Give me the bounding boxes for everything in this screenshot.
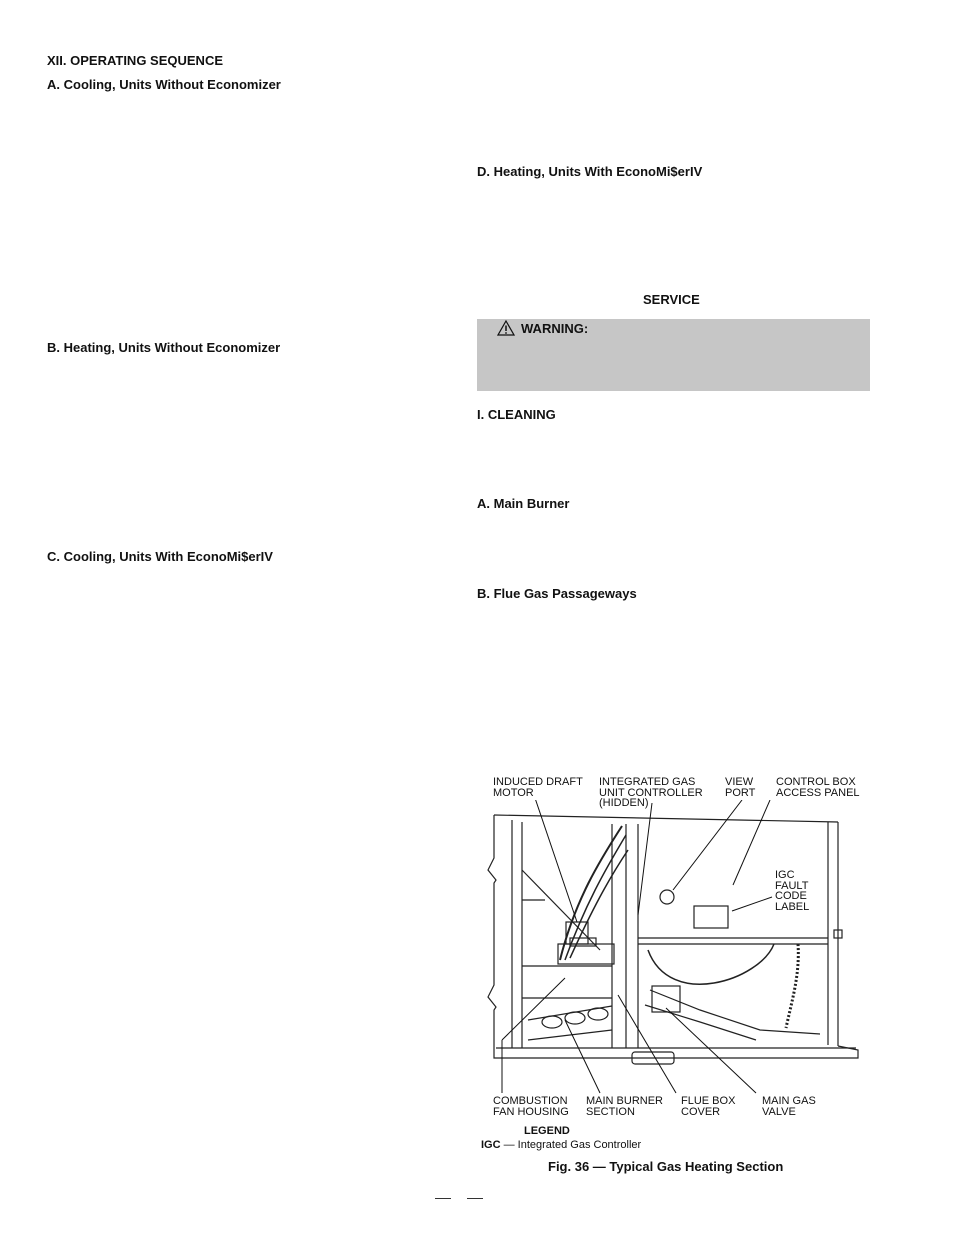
warning-box	[477, 319, 870, 391]
heading-heating-without-economizer: B. Heating, Units Without Economizer	[47, 340, 281, 355]
gas-heating-section-drawing	[480, 800, 880, 1100]
label-main-gas-valve: MAIN GAS VALVE	[762, 1095, 816, 1118]
heading-cleaning: I. CLEANING	[477, 407, 556, 422]
service-title: SERVICE	[643, 292, 700, 307]
heading-flue-gas-passageways: B. Flue Gas Passageways	[477, 586, 637, 601]
legend-abbr: IGC	[481, 1139, 501, 1151]
legend-title: LEGEND	[524, 1125, 570, 1137]
heading-cooling-with-economizer: C. Cooling, Units With EconoMi$erIV	[47, 549, 273, 564]
label-igc-fault-code: IGC FAULT CODE LABEL	[775, 869, 810, 913]
warning-heading	[497, 320, 588, 336]
label-igc-unit-controller: INTEGRATED GAS UNIT CONTROLLER (HIDDEN)	[599, 776, 703, 809]
label-induced-draft-motor: INDUCED DRAFT MOTOR	[493, 776, 583, 799]
label-view-port: VIEW PORT	[725, 776, 756, 799]
heading-heating-with-economizer: D. Heating, Units With EconoMi$erIV	[477, 164, 703, 179]
label-combustion-fan-housing: COMBUSTION FAN HOUSING	[493, 1095, 569, 1118]
legend-entry-igc	[481, 1139, 641, 1151]
label-control-box-access-panel: CONTROL BOX ACCESS PANEL	[776, 776, 860, 799]
page-number-mark-left	[435, 1198, 451, 1199]
label-flue-box-cover: FLUE BOX COVER	[681, 1095, 736, 1118]
warning-label: WARNING:	[521, 320, 589, 336]
heading-main-burner: A. Main Burner	[477, 496, 570, 511]
heading-cooling-without-economizer: A. Cooling, Units Without Economizer	[47, 77, 281, 92]
warning-triangle-icon	[497, 320, 515, 336]
legend-text: — Integrated Gas Controller	[500, 1139, 642, 1151]
label-main-burner-section: MAIN BURNER SECTION	[586, 1095, 664, 1118]
section-title: XII. OPERATING SEQUENCE	[47, 53, 224, 68]
page-number-mark-right	[467, 1198, 483, 1199]
figure-caption: Fig. 36 — Typical Gas Heating Section	[548, 1159, 784, 1174]
